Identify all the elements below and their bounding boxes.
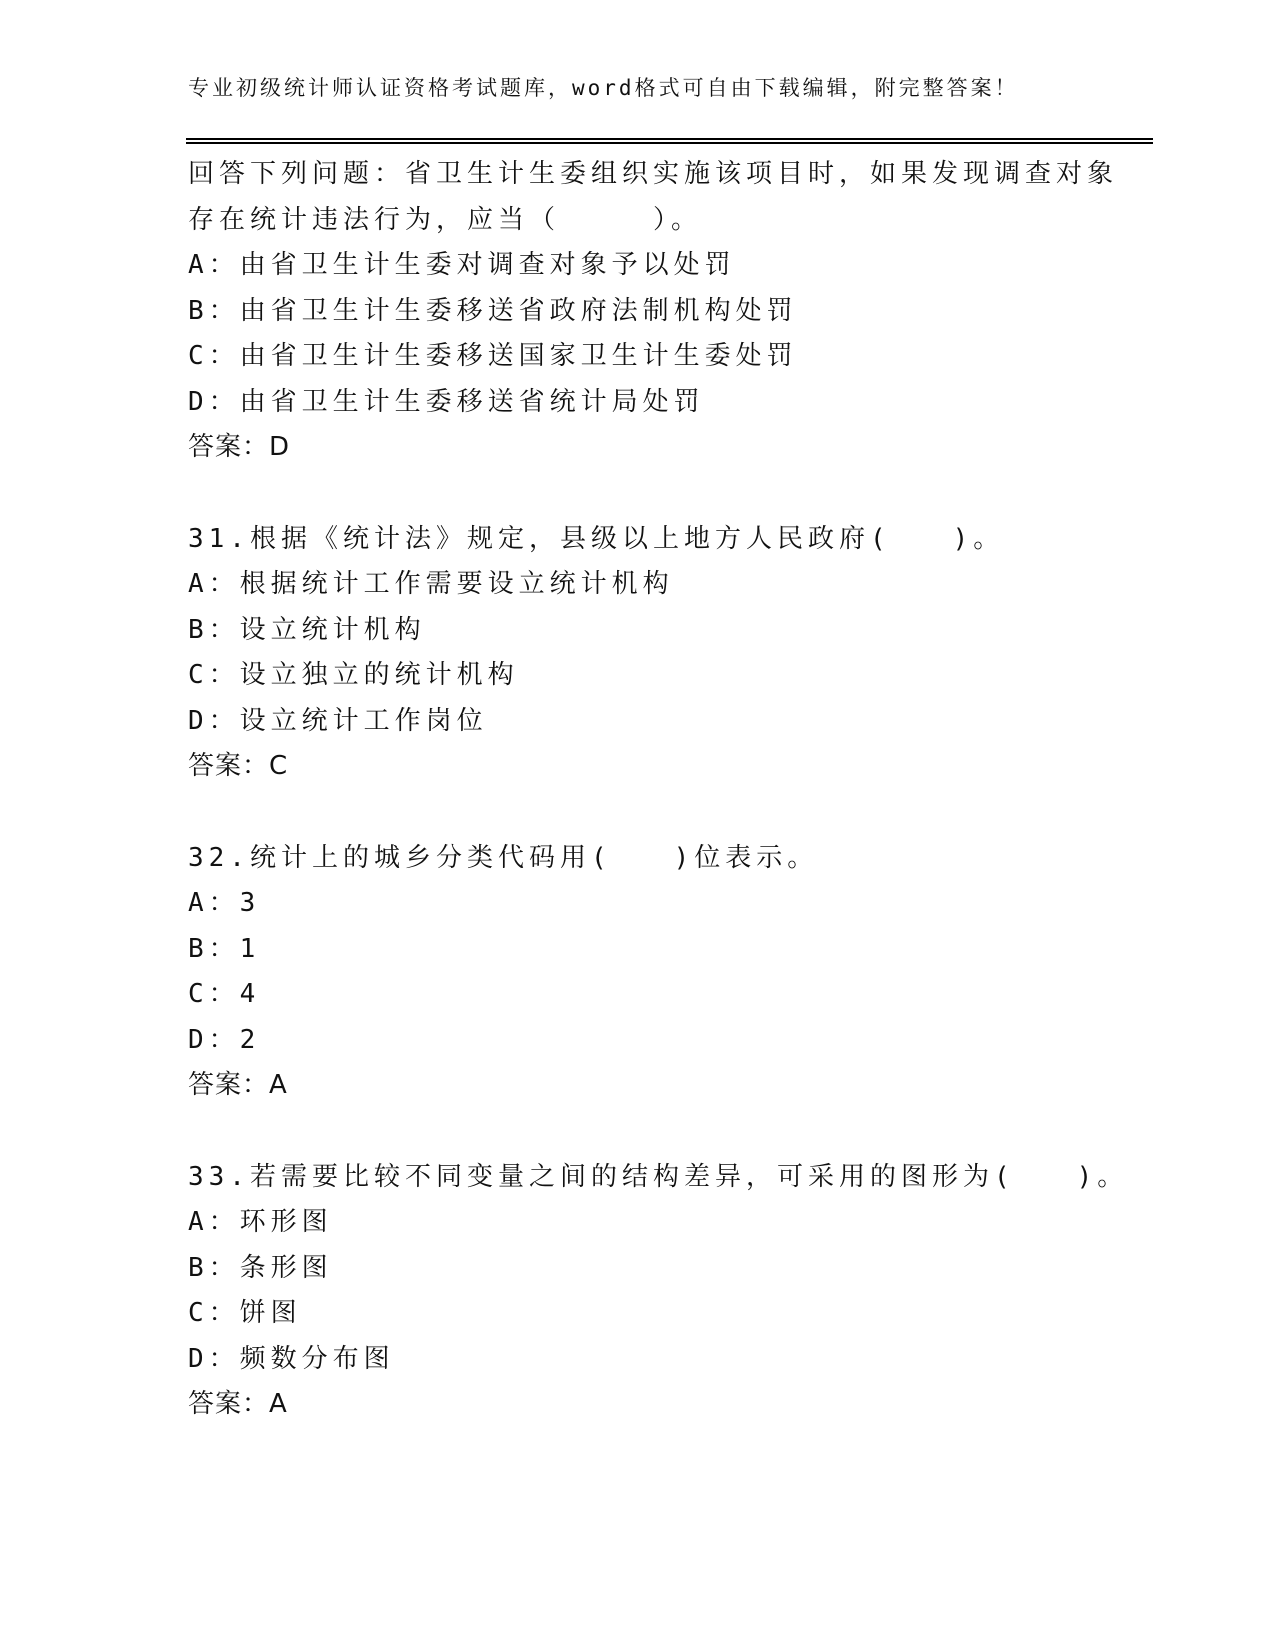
question-stem: 存在统计违法行为，应当（ ）。 <box>188 204 703 235</box>
option-a: A：由省卫生计生委对调查对象予以处罚 <box>188 250 736 280</box>
answer: 答案：D <box>188 432 291 462</box>
question-31 <box>188 517 1148 790</box>
option-b: B：1 <box>188 933 261 964</box>
question-30 <box>188 152 1148 471</box>
option-b: B：条形图 <box>188 1252 333 1283</box>
question-33 <box>188 1155 1148 1428</box>
question-stem: 回答下列问题：省卫生计生委组织实施该项目时，如果发现调查对象 <box>188 159 1119 189</box>
answer: 答案：C <box>188 751 289 781</box>
question-32 <box>188 836 1148 1109</box>
question-stem: 33.若需要比较不同变量之间的结构差异，可采用的图形为( )。 <box>188 1161 1129 1192</box>
spacer <box>188 790 1148 836</box>
page-header: 专业初级统计师认证资格考试题库，word格式可自由下载编辑，附完整答案！ <box>188 76 1019 100</box>
option-d: D：频数分布图 <box>188 1343 395 1374</box>
option-c: C：由省卫生计生委移送国家卫生计生委处罚 <box>188 341 798 371</box>
question-stem: 31.根据《统计法》规定，县级以上地方人民政府( )。 <box>188 523 1005 554</box>
option-c: C：设立独立的统计机构 <box>188 660 519 690</box>
option-b: B：设立统计机构 <box>188 614 426 645</box>
spacer <box>188 471 1148 517</box>
answer: 答案：A <box>188 1070 288 1100</box>
option-a: A：环形图 <box>188 1207 333 1237</box>
option-b: B：由省卫生计生委移送省政府法制机构处罚 <box>188 295 798 326</box>
option-a: A：根据统计工作需要设立统计机构 <box>188 569 674 599</box>
option-d: D：2 <box>188 1024 261 1055</box>
answer: 答案：A <box>188 1389 288 1419</box>
question-list <box>188 152 1148 1428</box>
option-a: A：3 <box>188 888 261 918</box>
header-rule-bottom <box>186 142 1153 144</box>
option-d: D：由省卫生计生委移送省统计局处罚 <box>188 386 705 417</box>
option-c: C：饼图 <box>188 1298 302 1328</box>
option-c: C：4 <box>188 979 261 1009</box>
question-stem: 32.统计上的城乡分类代码用( )位表示。 <box>188 842 819 873</box>
option-d: D：设立统计工作岗位 <box>188 705 488 736</box>
header-rule-top <box>186 138 1153 140</box>
spacer <box>188 1109 1148 1155</box>
